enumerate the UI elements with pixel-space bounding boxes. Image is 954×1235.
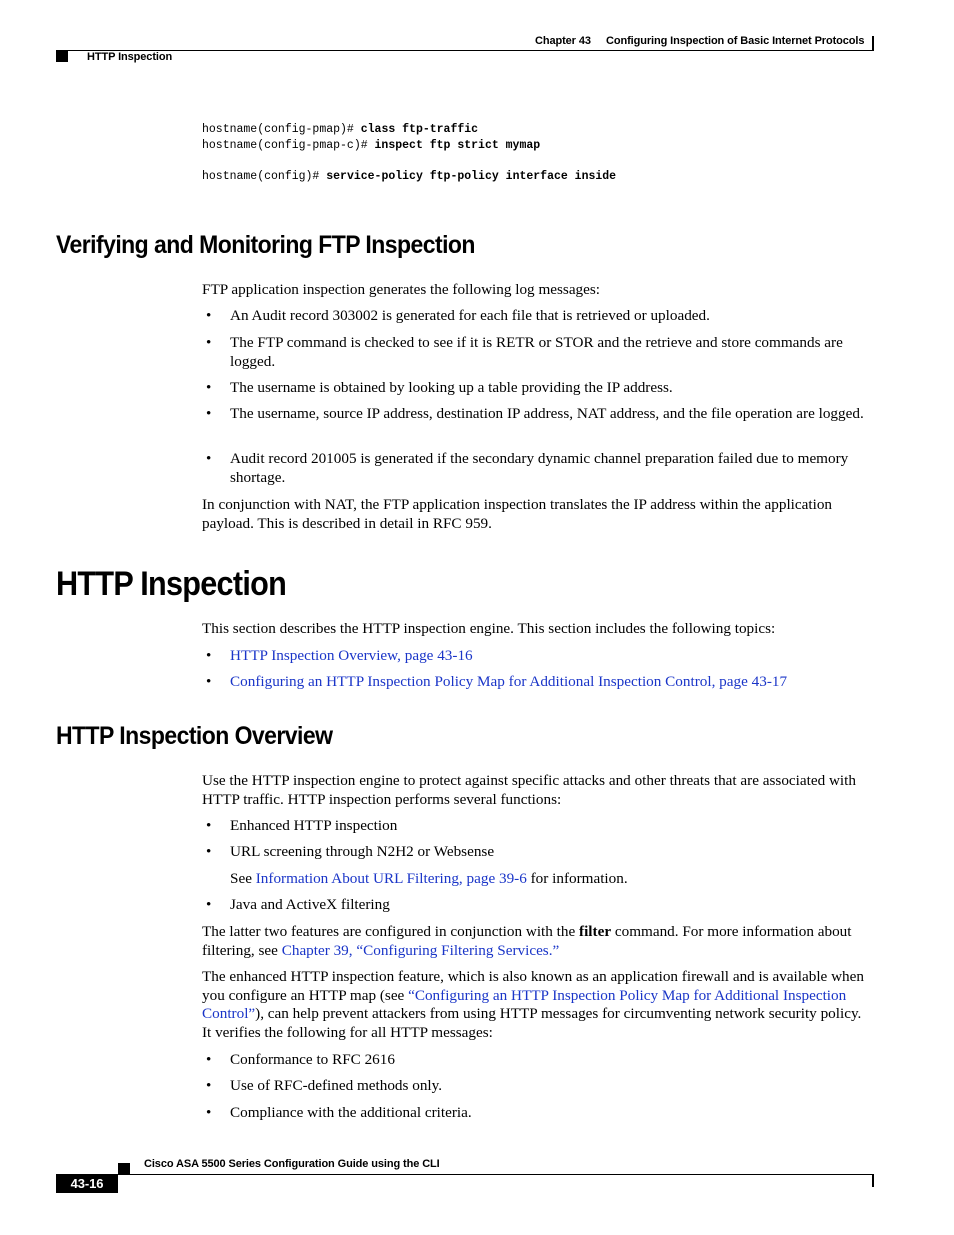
page-number: 43-16 [70, 1176, 104, 1191]
url-filtering-link[interactable]: Information About URL Filtering, page 39-6 [255, 870, 527, 887]
overview-intro: Use the HTTP inspection engine to protect against specific attacks and other threats that are associated with HTTP traffic. HTTP inspection performs several functions: [202, 772, 856, 808]
code-line-2: hostname(config-pmap-c)# inspect ftp strict mymap [202, 139, 541, 152]
enhanced-paragraph: The enhanced HTTP inspection feature, which is also known as an application firewall and is available when you configure an HTTP map (see “Configuring an HTTP Inspection Policy Map for Additional Inspection Control”), can help prevent attackers from using HTTP messages for circumventing network security policy. It verifies the following for all HTTP messages: [202, 968, 864, 1041]
list-item: • Audit record 201005 is generated if the secondary dynamic channel preparation failed due to memory shortage. [206, 450, 849, 486]
code-line-3: hostname(config)# service-policy ftp-policy interface inside [202, 170, 617, 183]
see-note: See Information About URL Filtering, page 39-6 for information. [230, 870, 628, 887]
list-item: • Use of RFC-defined methods only. [206, 1077, 443, 1094]
code-line-1: hostname(config-pmap)# class ftp-traffic [202, 123, 479, 136]
topic-link-policy-map[interactable]: • Configuring an HTTP Inspection Policy Map for Additional Inspection Control, page 43-17 [206, 673, 788, 690]
verify-outro: In conjunction with NAT, the FTP application inspection translates the IP address within the application payload. This is described in detail in RFC 959. [202, 496, 833, 532]
header-right-tick [872, 36, 874, 51]
list-item: • Enhanced HTTP inspection [206, 817, 398, 834]
list-item: • Conformance to RFC 2616 [206, 1051, 395, 1068]
list-item: • The FTP command is checked to see if it is RETR or STOR and the retrieve and store commands are logged. [206, 334, 843, 370]
list-item: • An Audit record 303002 is generated for each file that is retrieved or uploaded. [206, 307, 710, 324]
list-item: • Compliance with the additional criteria. [206, 1104, 472, 1121]
topic-link-overview[interactable]: • HTTP Inspection Overview, page 43-16 [206, 647, 473, 664]
policy-map-link[interactable]: “Configuring an HTTP Inspection Policy Map for Additional Inspection Control” [202, 986, 847, 1022]
list-item: • The username is obtained by looking up a table providing the IP address. [206, 379, 673, 396]
chapter-39-link[interactable]: Chapter 39, “Configuring Filtering Services.” [281, 941, 560, 959]
overview-heading: HTTP Inspection Overview [56, 722, 333, 750]
http-heading: HTTP Inspection [56, 565, 287, 603]
header-chapter-title: Configuring Inspection of Basic Internet Protocols [606, 35, 865, 47]
footer-block [118, 1163, 130, 1174]
footer-right-tick [872, 1174, 874, 1187]
filter-paragraph: The latter two features are configured in conjunction with the filter command. For more information about filtering, see Chapter 39, “Configuring Filtering Services.” [202, 923, 852, 959]
http-intro: This section describes the HTTP inspection engine. This section includes the following topics: [202, 620, 776, 637]
header-chapter: Chapter 43 [535, 35, 591, 47]
header-section: HTTP Inspection [87, 51, 173, 63]
header-block [56, 51, 68, 62]
list-item: • URL screening through N2H2 or Websense [206, 843, 495, 860]
verify-intro: FTP application inspection generates the following log messages: [202, 281, 601, 298]
header-rule [56, 50, 874, 51]
footer-guide-title: Cisco ASA 5500 Series Configuration Guide using the CLI [144, 1158, 440, 1170]
verify-heading: Verifying and Monitoring FTP Inspection [56, 231, 475, 259]
list-item: • The username, source IP address, destination IP address, NAT address, and the file operation are logged. [206, 405, 864, 422]
list-item: • Java and ActiveX filtering [206, 896, 390, 913]
footer-rule [56, 1174, 874, 1175]
